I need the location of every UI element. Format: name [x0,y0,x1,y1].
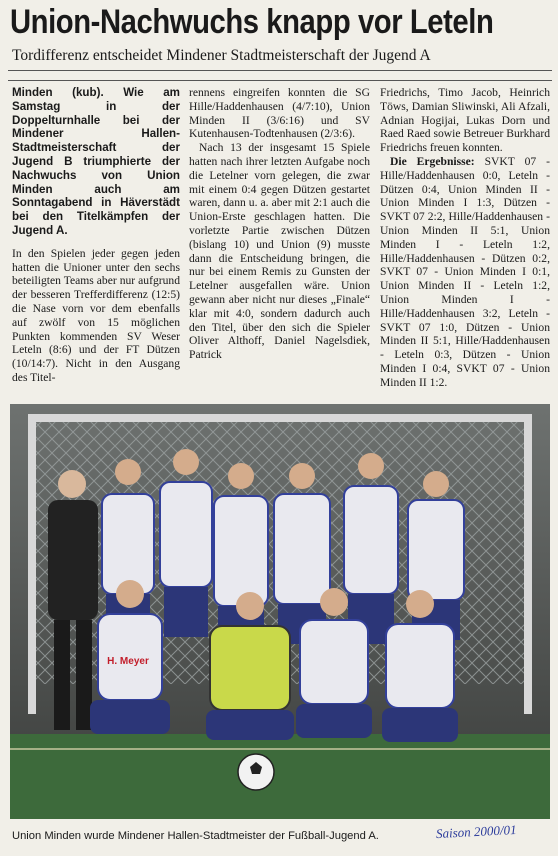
article-column-2 [189,86,370,362]
article-paragraph: rennens eingreifen konnten die SG Hille/Haddenhausen (4/7:10), Union Minden II (3/6:16) und SV Kutenhausen-Todtenhausen (2/3:6). [189,86,370,141]
team-photo [10,404,550,819]
article-column-1 [12,86,180,385]
article-paragraph: In den Spielen jeder gegen jeden hatten die Unioner unter den sechs beteiligten Teams aber nur aufgrund der besseren Trefferdifferenz (12:5) die Nase vorn vor dem ebenfalls auf zwölf von 15 möglichen Punkten kommenden SV Weser Leteln (8:6) und der FT Dützen (10/14:7). Nicht in den Ausgang des Titel- [12,246,180,384]
photo-caption: Union Minden wurde Mindener Hallen-Stadtmeister der Fußball-Jugend A. [12,830,379,842]
article-paragraph: Friedrichs, Timo Jacob, Heinrich Töws, Damian Sliwinski, Ali Afzali, Adnian Hogijai, Lukas Dorn und Raed Raed sowie Betreuer Burkhard Friedrichs freuen konnten. [380,86,550,155]
subheadline: Tordifferenz entscheidet Mindener Stadtmeisterschaft der Jugend A [12,47,431,64]
handwritten-note: Saison 2000/01 [435,821,517,842]
article-column-3 [380,86,550,390]
article-paragraph: Nach 13 der insgesamt 15 Spiele hatten nach ihrer letzten Aufgabe noch die Letelner vorn gelegen, die zwar mit einem 0:4 gegen Dützen gestartet waren, dann u. a. aber mit 2:1 auch die Union-Erste geschlagen hatten. Die vorletzte Partie zwischen Dützen (bislang 10) und Union (9) musste dann die Entscheidung bringen, die nur bei einem Remis zu Gunsten der Letelner ausgefallen wäre. Union gewann aber nicht nur dieses „Finale“ klar mit 4:0, sondern dadurch auch den Titel, über den sich die Spieler Oliver Althoff, Daniel Nagelsdiek, Patrick [189,141,370,362]
divider [8,70,552,71]
results-text: SVKT 07 - Hille/Haddenhausen 0:0, Leteln - Dützen 0:4, Union Minden II - Union Minden I 1:3, Dützen - SVKT 07 2:2, Hille/Haddenhausen - Union Minden II 5:1, Union Minden I - Leteln 1:2, Hille/Haddenhausen - Dützen 0:2, SVKT 07 - Union Minden I 0:1, Union Minden II - Leteln 1:2, Union Minden I - Hille/Haddenhausen 3:2, Leteln - SVKT 07 1:0, Dützen - Union Minden II 5:1, Hille/Haddenhausen - Leteln 0:3, Dützen - Union Minden I 0:4, SVKT 07 - Union Minden II 1:2. [380,154,550,389]
headline: Union-Nachwuchs knapp vor Leteln [10,3,494,41]
results-label: Die Ergebnisse: [390,154,475,168]
divider [8,80,552,81]
jersey-sponsor: H. Meyer [107,656,149,667]
article-lead: Minden (kub). Wie am Samstag in der Doppelturnhalle bei der Mindener Hallen-Stadtmeisterschaft der Jugend B triumphierte der Nachwuchs von Union Minden auch am Sonntagabend in Häverstädt bei den Titelkämpfen der Jugend A. [12,86,180,237]
